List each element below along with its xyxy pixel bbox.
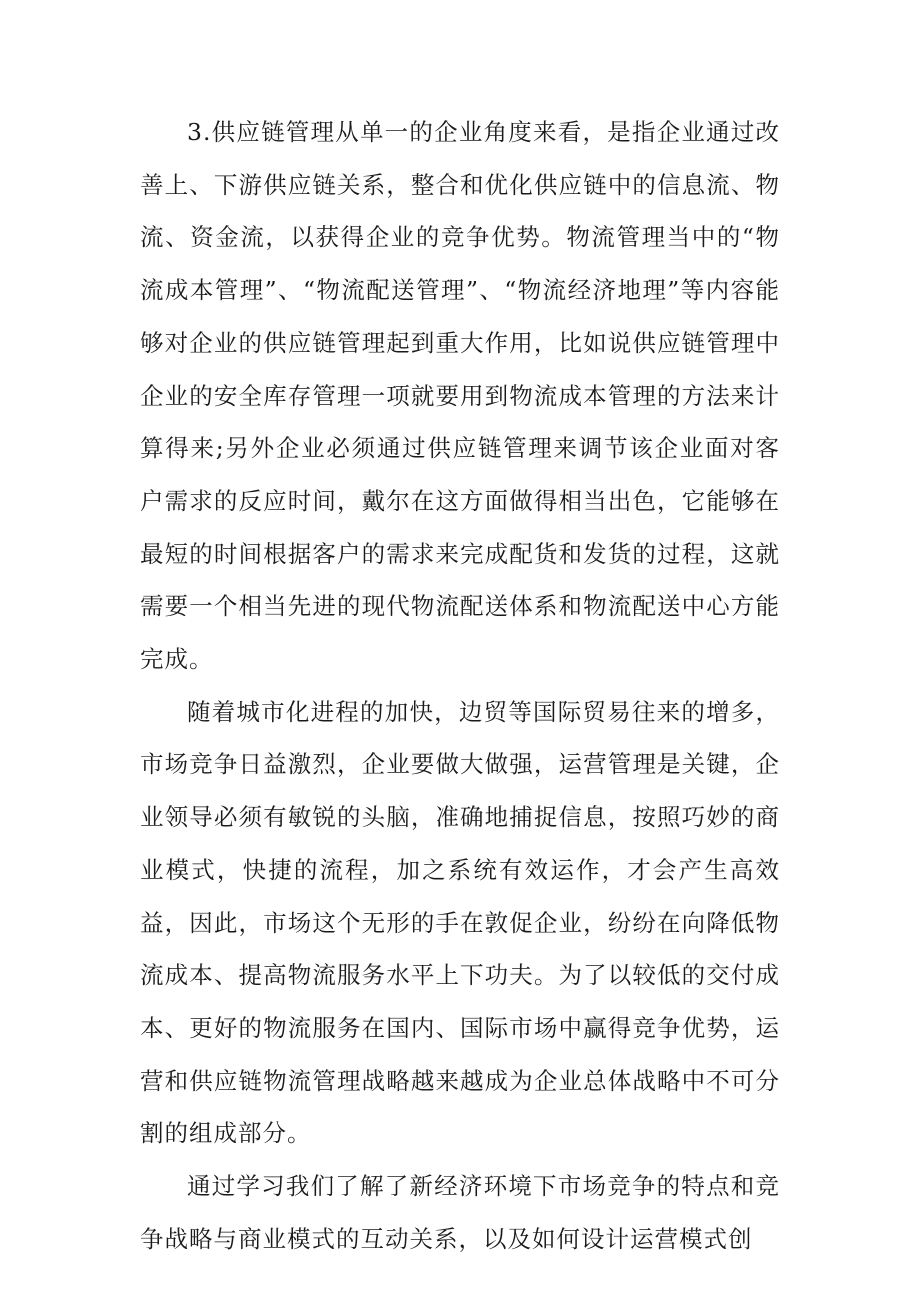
paragraph-learning: 通过学习我们了解了新经济环境下市场竞争的特点和竞争战略与商业模式的互动关系，以及如何设计运营模式创: [140, 1172, 780, 1253]
paragraph-urbanization: 随着城市化进程的加快，边贸等国际贸易往来的增多，市场竞争日益激烈，企业要做大做强，运营管理是关键，企业领导必须有敏锐的头脑，准确地捕捉信息，按照巧妙的商业模式，快捷的流程，加之系统有效运作，才会产生高效益，因此，市场这个无形的手在敦促企业，纷纷在向降低物流成本、提高物流服务水平上下功夫。为了以较低的交付成本、更好的物流服务在国内、国际市场中赢得竞争优势，运营和供应链物流管理战略越来越成为企业总体战略中不可分割的组成部分。: [140, 697, 780, 1148]
paragraph-supply-chain: 3.供应链管理从单一的企业角度来看，是指企业通过改善上、下游供应链关系，整合和优化供应链中的信息流、物流、资金流，以获得企业的竞争优势。物流管理当中的“物流成本管理”、“物流配送管理”、“物流经济地理”等内容能够对企业的供应链管理起到重大作用，比如说供应链管理中企业的安全库存管理一项就要用到物流成本管理的方法来计算得来;另外企业必须通过供应链管理来调节该企业面对客户需求的反应时间，戴尔在这方面做得相当出色，它能够在最短的时间根据客户的需求来完成配货和发货的过程，这就需要一个相当先进的现代物流配送体系和物流配送中心方能完成。: [140, 118, 780, 674]
document-body: [140, 106, 780, 1265]
